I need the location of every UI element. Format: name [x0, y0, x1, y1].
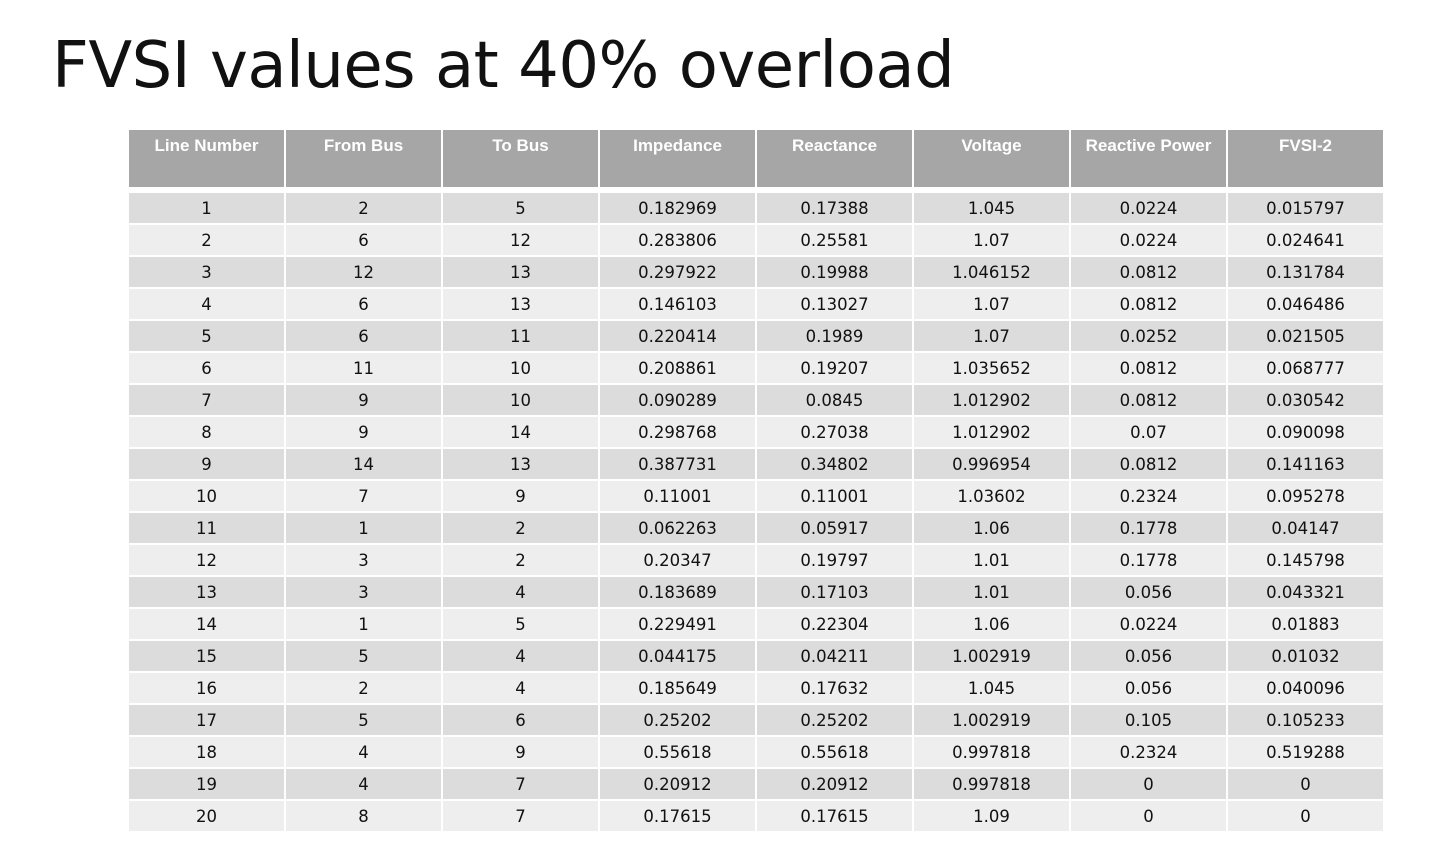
cell-voltage: 1.01 — [914, 545, 1069, 575]
cell-line-number: 2 — [129, 225, 284, 255]
cell-voltage: 1.046152 — [914, 257, 1069, 287]
table-row — [129, 193, 1383, 223]
cell-reactance: 0.34802 — [757, 449, 912, 479]
cell-reactive-power: 0 — [1071, 801, 1226, 831]
cell-impedance: 0.182969 — [600, 193, 755, 223]
header-reactive-power: Reactive Power — [1071, 130, 1226, 187]
cell-impedance: 0.090289 — [600, 385, 755, 415]
cell-to-bus: 7 — [443, 801, 598, 831]
cell-fvsi-2: 0.131784 — [1228, 257, 1383, 287]
cell-reactance: 0.55618 — [757, 737, 912, 767]
cell-fvsi-2: 0.095278 — [1228, 481, 1383, 511]
cell-fvsi-2: 0.015797 — [1228, 193, 1383, 223]
table-row — [129, 737, 1383, 767]
cell-voltage: 1.03602 — [914, 481, 1069, 511]
cell-reactance: 0.19797 — [757, 545, 912, 575]
cell-fvsi-2: 0 — [1228, 801, 1383, 831]
cell-line-number: 10 — [129, 481, 284, 511]
cell-voltage: 1.002919 — [914, 641, 1069, 671]
cell-voltage: 0.997818 — [914, 737, 1069, 767]
cell-reactance: 0.04211 — [757, 641, 912, 671]
cell-reactance: 0.20912 — [757, 769, 912, 799]
cell-reactance: 0.25202 — [757, 705, 912, 735]
cell-to-bus: 13 — [443, 257, 598, 287]
cell-voltage: 1.06 — [914, 513, 1069, 543]
cell-fvsi-2: 0.068777 — [1228, 353, 1383, 383]
cell-from-bus: 4 — [286, 769, 441, 799]
header-gap — [129, 189, 1383, 191]
table-row — [129, 609, 1383, 639]
cell-voltage: 0.997818 — [914, 769, 1069, 799]
cell-line-number: 9 — [129, 449, 284, 479]
cell-reactive-power: 0.0812 — [1071, 385, 1226, 415]
cell-line-number: 7 — [129, 385, 284, 415]
header-reactance: Reactance — [757, 130, 912, 187]
cell-line-number: 3 — [129, 257, 284, 287]
cell-to-bus: 4 — [443, 673, 598, 703]
cell-to-bus: 12 — [443, 225, 598, 255]
cell-reactive-power: 0.0812 — [1071, 289, 1226, 319]
cell-reactive-power: 0.105 — [1071, 705, 1226, 735]
cell-impedance: 0.20347 — [600, 545, 755, 575]
table-row — [129, 289, 1383, 319]
cell-fvsi-2: 0.024641 — [1228, 225, 1383, 255]
cell-fvsi-2: 0 — [1228, 769, 1383, 799]
cell-from-bus: 5 — [286, 641, 441, 671]
header-gap-cell — [129, 189, 1383, 191]
cell-line-number: 5 — [129, 321, 284, 351]
cell-to-bus: 14 — [443, 417, 598, 447]
cell-impedance: 0.11001 — [600, 481, 755, 511]
cell-to-bus: 11 — [443, 321, 598, 351]
cell-to-bus: 9 — [443, 481, 598, 511]
table-row — [129, 257, 1383, 287]
slide-title: FVSI values at 40% overload — [52, 29, 955, 103]
cell-from-bus: 2 — [286, 673, 441, 703]
cell-to-bus: 10 — [443, 385, 598, 415]
cell-voltage: 1.045 — [914, 673, 1069, 703]
table-row — [129, 769, 1383, 799]
cell-impedance: 0.283806 — [600, 225, 755, 255]
header-voltage: Voltage — [914, 130, 1069, 187]
cell-line-number: 15 — [129, 641, 284, 671]
cell-reactive-power: 0.0224 — [1071, 193, 1226, 223]
cell-fvsi-2: 0.043321 — [1228, 577, 1383, 607]
cell-from-bus: 12 — [286, 257, 441, 287]
cell-reactance: 0.19988 — [757, 257, 912, 287]
cell-impedance: 0.55618 — [600, 737, 755, 767]
cell-reactance: 0.25581 — [757, 225, 912, 255]
cell-to-bus: 2 — [443, 545, 598, 575]
cell-impedance: 0.387731 — [600, 449, 755, 479]
cell-voltage: 1.07 — [914, 289, 1069, 319]
cell-line-number: 13 — [129, 577, 284, 607]
cell-impedance: 0.183689 — [600, 577, 755, 607]
cell-voltage: 1.06 — [914, 609, 1069, 639]
cell-from-bus: 14 — [286, 449, 441, 479]
cell-from-bus: 8 — [286, 801, 441, 831]
cell-reactive-power: 0.056 — [1071, 641, 1226, 671]
cell-line-number: 6 — [129, 353, 284, 383]
cell-reactive-power: 0.1778 — [1071, 545, 1226, 575]
cell-fvsi-2: 0.105233 — [1228, 705, 1383, 735]
cell-reactance: 0.17632 — [757, 673, 912, 703]
cell-from-bus: 6 — [286, 289, 441, 319]
table-row — [129, 481, 1383, 511]
cell-impedance: 0.25202 — [600, 705, 755, 735]
cell-voltage: 1.002919 — [914, 705, 1069, 735]
cell-reactive-power: 0.0812 — [1071, 257, 1226, 287]
table-row — [129, 353, 1383, 383]
cell-reactive-power: 0.0252 — [1071, 321, 1226, 351]
header-from-bus: From Bus — [286, 130, 441, 187]
cell-to-bus: 9 — [443, 737, 598, 767]
cell-impedance: 0.062263 — [600, 513, 755, 543]
cell-voltage: 1.035652 — [914, 353, 1069, 383]
cell-fvsi-2: 0.145798 — [1228, 545, 1383, 575]
cell-from-bus: 9 — [286, 417, 441, 447]
cell-fvsi-2: 0.04147 — [1228, 513, 1383, 543]
cell-reactive-power: 0.0812 — [1071, 353, 1226, 383]
cell-line-number: 11 — [129, 513, 284, 543]
cell-impedance: 0.20912 — [600, 769, 755, 799]
header-fvsi-2: FVSI-2 — [1228, 130, 1383, 187]
header-impedance: Impedance — [600, 130, 755, 187]
cell-to-bus: 5 — [443, 609, 598, 639]
cell-from-bus: 7 — [286, 481, 441, 511]
cell-to-bus: 13 — [443, 449, 598, 479]
cell-from-bus: 11 — [286, 353, 441, 383]
cell-impedance: 0.044175 — [600, 641, 755, 671]
cell-reactance: 0.19207 — [757, 353, 912, 383]
cell-voltage: 1.045 — [914, 193, 1069, 223]
cell-line-number: 18 — [129, 737, 284, 767]
cell-line-number: 4 — [129, 289, 284, 319]
cell-reactance: 0.17103 — [757, 577, 912, 607]
cell-from-bus: 2 — [286, 193, 441, 223]
cell-voltage: 0.996954 — [914, 449, 1069, 479]
cell-to-bus: 7 — [443, 769, 598, 799]
cell-from-bus: 6 — [286, 321, 441, 351]
table-row — [129, 225, 1383, 255]
cell-fvsi-2: 0.519288 — [1228, 737, 1383, 767]
table-row — [129, 577, 1383, 607]
cell-line-number: 14 — [129, 609, 284, 639]
cell-reactive-power: 0.1778 — [1071, 513, 1226, 543]
cell-reactive-power: 0.0224 — [1071, 225, 1226, 255]
table-row — [129, 449, 1383, 479]
cell-line-number: 16 — [129, 673, 284, 703]
cell-reactive-power: 0.07 — [1071, 417, 1226, 447]
cell-reactance: 0.05917 — [757, 513, 912, 543]
cell-fvsi-2: 0.040096 — [1228, 673, 1383, 703]
cell-impedance: 0.185649 — [600, 673, 755, 703]
cell-fvsi-2: 0.01032 — [1228, 641, 1383, 671]
table-body — [129, 193, 1383, 831]
cell-from-bus: 3 — [286, 577, 441, 607]
cell-voltage: 1.07 — [914, 321, 1069, 351]
cell-from-bus: 5 — [286, 705, 441, 735]
cell-fvsi-2: 0.021505 — [1228, 321, 1383, 351]
cell-impedance: 0.297922 — [600, 257, 755, 287]
table-row — [129, 705, 1383, 735]
cell-line-number: 17 — [129, 705, 284, 735]
cell-fvsi-2: 0.090098 — [1228, 417, 1383, 447]
cell-reactance: 0.13027 — [757, 289, 912, 319]
cell-fvsi-2: 0.01883 — [1228, 609, 1383, 639]
cell-voltage: 1.07 — [914, 225, 1069, 255]
cell-impedance: 0.208861 — [600, 353, 755, 383]
cell-reactive-power: 0.056 — [1071, 577, 1226, 607]
header-line-number: Line Number — [129, 130, 284, 187]
cell-reactance: 0.17388 — [757, 193, 912, 223]
cell-impedance: 0.146103 — [600, 289, 755, 319]
cell-line-number: 19 — [129, 769, 284, 799]
cell-reactive-power: 0 — [1071, 769, 1226, 799]
cell-from-bus: 9 — [286, 385, 441, 415]
cell-reactance: 0.22304 — [757, 609, 912, 639]
cell-line-number: 8 — [129, 417, 284, 447]
cell-voltage: 1.012902 — [914, 417, 1069, 447]
cell-line-number: 20 — [129, 801, 284, 831]
table-row — [129, 321, 1383, 351]
cell-to-bus: 4 — [443, 641, 598, 671]
header-to-bus: To Bus — [443, 130, 598, 187]
cell-to-bus: 4 — [443, 577, 598, 607]
table-row — [129, 641, 1383, 671]
cell-fvsi-2: 0.030542 — [1228, 385, 1383, 415]
cell-reactance: 0.1989 — [757, 321, 912, 351]
cell-reactive-power: 0.2324 — [1071, 737, 1226, 767]
cell-reactance: 0.11001 — [757, 481, 912, 511]
cell-impedance: 0.298768 — [600, 417, 755, 447]
cell-line-number: 12 — [129, 545, 284, 575]
cell-to-bus: 2 — [443, 513, 598, 543]
cell-from-bus: 1 — [286, 513, 441, 543]
cell-impedance: 0.17615 — [600, 801, 755, 831]
fvsi-table — [127, 128, 1385, 833]
table-header-row — [129, 130, 1383, 187]
cell-from-bus: 6 — [286, 225, 441, 255]
cell-voltage: 1.012902 — [914, 385, 1069, 415]
table-row — [129, 673, 1383, 703]
cell-impedance: 0.220414 — [600, 321, 755, 351]
cell-reactive-power: 0.056 — [1071, 673, 1226, 703]
cell-voltage: 1.09 — [914, 801, 1069, 831]
cell-to-bus: 10 — [443, 353, 598, 383]
cell-reactance: 0.0845 — [757, 385, 912, 415]
table-row — [129, 545, 1383, 575]
table-row — [129, 385, 1383, 415]
cell-from-bus: 1 — [286, 609, 441, 639]
table-row — [129, 417, 1383, 447]
cell-to-bus: 5 — [443, 193, 598, 223]
cell-reactive-power: 0.2324 — [1071, 481, 1226, 511]
table-row — [129, 801, 1383, 831]
table-row — [129, 513, 1383, 543]
cell-from-bus: 3 — [286, 545, 441, 575]
cell-reactance: 0.27038 — [757, 417, 912, 447]
cell-to-bus: 13 — [443, 289, 598, 319]
cell-from-bus: 4 — [286, 737, 441, 767]
cell-reactive-power: 0.0224 — [1071, 609, 1226, 639]
cell-line-number: 1 — [129, 193, 284, 223]
cell-voltage: 1.01 — [914, 577, 1069, 607]
cell-reactive-power: 0.0812 — [1071, 449, 1226, 479]
cell-to-bus: 6 — [443, 705, 598, 735]
cell-fvsi-2: 0.141163 — [1228, 449, 1383, 479]
cell-fvsi-2: 0.046486 — [1228, 289, 1383, 319]
cell-impedance: 0.229491 — [600, 609, 755, 639]
cell-reactance: 0.17615 — [757, 801, 912, 831]
